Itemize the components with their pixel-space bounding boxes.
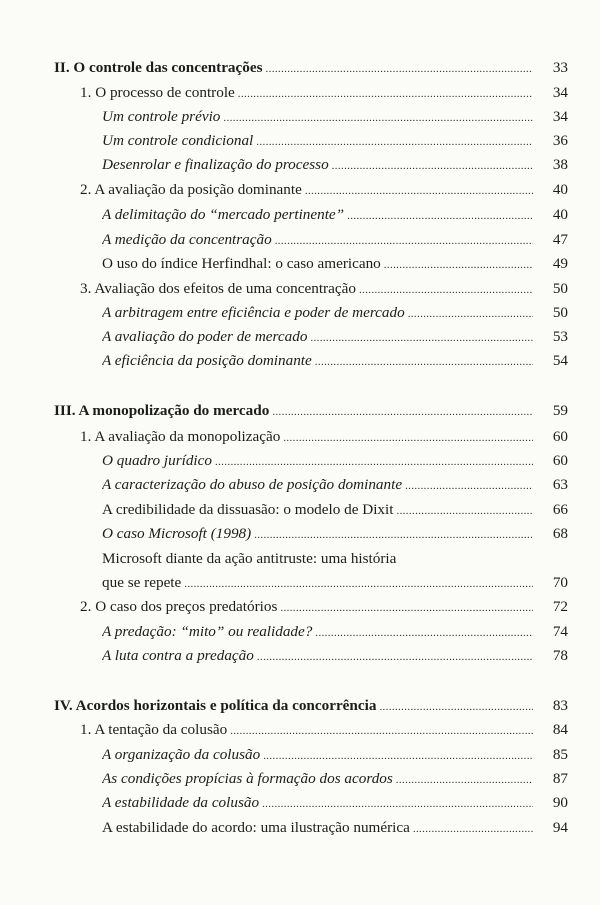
toc-page-number: 72 [552, 598, 568, 615]
toc-page-number: 78 [552, 647, 568, 664]
dot-leader [283, 428, 533, 448]
toc-subsection [0, 303, 600, 323]
dot-leader [315, 352, 533, 372]
toc-subsection [0, 107, 600, 127]
toc-entry-text: O caso Microsoft (1998) [102, 525, 252, 542]
toc-page-number: 84 [552, 721, 568, 738]
toc-page-number: 36 [552, 132, 568, 149]
toc-entry-text: A avaliação do poder de mercado [102, 328, 308, 345]
toc-entry-text: II. O controle das concentrações [54, 59, 263, 76]
toc-chapter [0, 58, 600, 78]
dot-leader [223, 108, 533, 128]
toc-entry-text: Microsoft diante da ação antitruste: uma história [102, 550, 397, 567]
toc-page-number: 66 [552, 501, 568, 518]
toc-page-number: 54 [552, 352, 568, 369]
toc-entry-text: Desenrolar e finalização do processo [102, 156, 329, 173]
toc-page-number: 40 [552, 206, 568, 223]
toc-subsection [0, 622, 600, 642]
toc-entry-text: A caracterização do abuso de posição dominante [102, 476, 403, 493]
dot-leader [359, 280, 533, 300]
toc-section [0, 279, 600, 299]
toc-entry-text: IV. Acordos horizontais e política da concorrência [54, 697, 377, 714]
dot-leader [347, 206, 533, 226]
dot-leader [215, 452, 533, 472]
toc-subsection [0, 131, 600, 151]
toc-page-number: 33 [552, 59, 568, 76]
toc-section [0, 720, 600, 740]
toc-page-number: 49 [552, 255, 568, 272]
toc-subsection [0, 327, 600, 347]
toc-entry-text: A estabilidade do acordo: uma ilustração numérica [102, 819, 410, 836]
dot-leader [315, 623, 533, 643]
dot-leader [408, 304, 533, 324]
toc-subsection [0, 475, 600, 495]
toc-subsection [0, 818, 600, 838]
dot-leader [254, 525, 533, 545]
toc-subsection [0, 451, 600, 471]
toc-entry-text: A medição da concentração [102, 231, 272, 248]
toc-entry-text: A organização da colusão [102, 746, 261, 763]
dot-leader [379, 697, 533, 717]
toc-subsection [0, 573, 600, 593]
toc-entry-text: Um controle prévio [102, 108, 221, 125]
toc-entry-text: A luta contra a predação [102, 647, 254, 664]
toc-chapter [0, 696, 600, 716]
toc-entry-text: A eficiência da posição dominante [102, 352, 312, 369]
toc-page-number: 60 [552, 428, 568, 445]
toc-subsection [0, 155, 600, 175]
toc-page-number: 63 [552, 476, 568, 493]
toc-entry-text: que se repete [102, 574, 182, 591]
toc-entry-text: 3. Avaliação dos efeitos de uma concentração [80, 280, 356, 297]
toc-entry-text: A estabilidade da colusão [102, 794, 260, 811]
toc-entry-text: 1. A tentação da colusão [80, 721, 228, 738]
toc-entry-text: 2. O caso dos preços predatórios [80, 598, 278, 615]
dot-leader [384, 255, 533, 275]
dot-leader [405, 476, 533, 496]
dot-leader [305, 181, 533, 201]
dot-leader [238, 84, 533, 104]
toc-subsection [0, 646, 600, 666]
dot-leader [266, 59, 533, 79]
toc-page-number: 83 [552, 697, 568, 714]
toc-entry-text: A predação: “mito” ou realidade? [102, 623, 313, 640]
toc-subsection [0, 351, 600, 371]
toc-entry-text: III. A monopolização do mercado [54, 402, 270, 419]
toc-subsection [0, 769, 600, 789]
toc-entry-text: 2. A avaliação da posição dominante [80, 181, 302, 198]
toc-entry-text: Um controle condicional [102, 132, 254, 149]
toc-page-number: 68 [552, 525, 568, 542]
dot-leader [272, 402, 533, 422]
dot-leader [256, 132, 533, 152]
toc-subsection [0, 500, 600, 520]
toc-entry-text: A delimitação do “mercado pertinente” [102, 206, 345, 223]
dot-leader [230, 721, 533, 741]
toc-section [0, 427, 600, 447]
dot-leader [332, 156, 533, 176]
toc-page-number: 60 [552, 452, 568, 469]
toc-page-number: 74 [552, 623, 568, 640]
toc-entry-text: A arbitragem entre eficiência e poder de mercado [102, 304, 405, 321]
toc-page-number: 50 [552, 304, 568, 321]
dot-leader [280, 598, 533, 618]
toc-page-number: 87 [552, 770, 568, 787]
dot-leader [263, 746, 533, 766]
toc-section [0, 597, 600, 617]
toc-subsection [0, 230, 600, 250]
toc-page-number: 94 [552, 819, 568, 836]
toc-entry-text: A credibilidade da dissuasão: o modelo de Dixit [102, 501, 394, 518]
toc-section [0, 83, 600, 103]
dot-leader [262, 794, 533, 814]
dot-leader [184, 574, 533, 594]
dot-leader [310, 328, 533, 348]
toc-subsection [0, 793, 600, 813]
toc-subsection [0, 745, 600, 765]
toc-entry-text: O quadro jurídico [102, 452, 212, 469]
toc-entry-text: 1. A avaliação da monopolização [80, 428, 281, 445]
toc-subsection [0, 254, 600, 274]
dot-leader [396, 770, 533, 790]
toc-entry-text: O uso do índice Herfindhal: o caso americano [102, 255, 381, 272]
toc-page-number: 34 [552, 108, 568, 125]
toc-page-number: 53 [552, 328, 568, 345]
toc-subsection [0, 524, 600, 544]
toc-page-number: 47 [552, 231, 568, 248]
toc-page-number: 38 [552, 156, 568, 173]
toc-page-number: 90 [552, 794, 568, 811]
toc-section [0, 180, 600, 200]
toc-entry-text: As condições propícias à formação dos acordos [102, 770, 393, 787]
toc-chapter [0, 401, 600, 421]
toc-entry-text: 1. O processo de controle [80, 84, 235, 101]
dot-leader [275, 231, 533, 251]
toc-page-number: 34 [552, 84, 568, 101]
dot-leader [396, 501, 533, 521]
dot-leader [257, 647, 533, 667]
toc-page-number: 59 [552, 402, 568, 419]
toc-page-number: 40 [552, 181, 568, 198]
toc-page-number: 70 [552, 574, 568, 591]
dot-leader [413, 819, 533, 839]
toc-page-number: 85 [552, 746, 568, 763]
toc-subsection [0, 205, 600, 225]
toc-page-number: 50 [552, 280, 568, 297]
